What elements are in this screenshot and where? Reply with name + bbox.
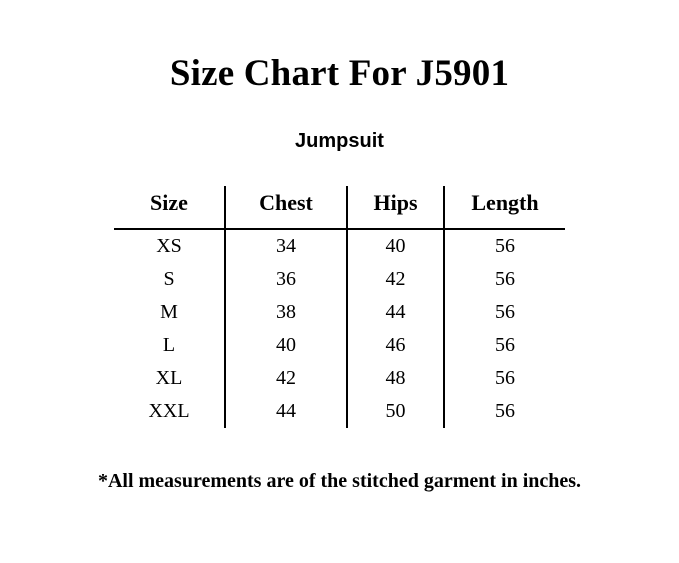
size-table xyxy=(114,186,565,428)
cell-chest: 36 xyxy=(225,263,347,296)
cell-chest: 38 xyxy=(225,296,347,329)
column-header-chest: Chest xyxy=(225,186,347,229)
cell-length: 56 xyxy=(495,268,515,290)
table-row xyxy=(114,229,565,263)
cell-length: 56 xyxy=(495,235,515,257)
cell-chest: 40 xyxy=(225,329,347,362)
cell-hips: 44 xyxy=(347,296,444,329)
size-table-body xyxy=(114,229,565,428)
table-row xyxy=(114,329,565,362)
size-table-head xyxy=(114,186,565,229)
cell-size: XXL xyxy=(114,395,225,428)
table-row xyxy=(114,263,565,296)
cell-chest: 34 xyxy=(225,229,347,263)
cell-chest: 42 xyxy=(225,362,347,395)
cell-size: M xyxy=(114,296,225,329)
column-header-size: Size xyxy=(114,186,225,229)
table-row xyxy=(114,362,565,395)
size-table-container xyxy=(114,186,565,428)
cell-size: XS xyxy=(114,229,225,263)
page-title: Size Chart For J5901 xyxy=(169,53,510,94)
cell-length: 56 xyxy=(495,400,515,422)
cell-size: L xyxy=(114,329,225,362)
cell-size: XL xyxy=(114,362,225,395)
cell-hips: 48 xyxy=(347,362,444,395)
cell-chest: 44 xyxy=(225,395,347,428)
cell-length: 56 xyxy=(495,334,515,356)
measurement-footnote: *All measurements are of the stitched garment in inches. xyxy=(97,470,582,492)
table-row xyxy=(114,395,565,428)
column-header-length: Length xyxy=(444,186,565,229)
table-header-row xyxy=(114,186,565,229)
cell-hips: 42 xyxy=(347,263,444,296)
cell-size: S xyxy=(114,263,225,296)
garment-type-label: Jumpsuit xyxy=(295,130,384,152)
cell-hips: 50 xyxy=(347,395,444,428)
cell-length: 56 xyxy=(495,301,515,323)
column-header-hips: Hips xyxy=(347,186,444,229)
cell-length: 56 xyxy=(495,367,515,389)
cell-hips: 40 xyxy=(347,229,444,263)
cell-hips: 46 xyxy=(347,329,444,362)
table-row xyxy=(114,296,565,329)
